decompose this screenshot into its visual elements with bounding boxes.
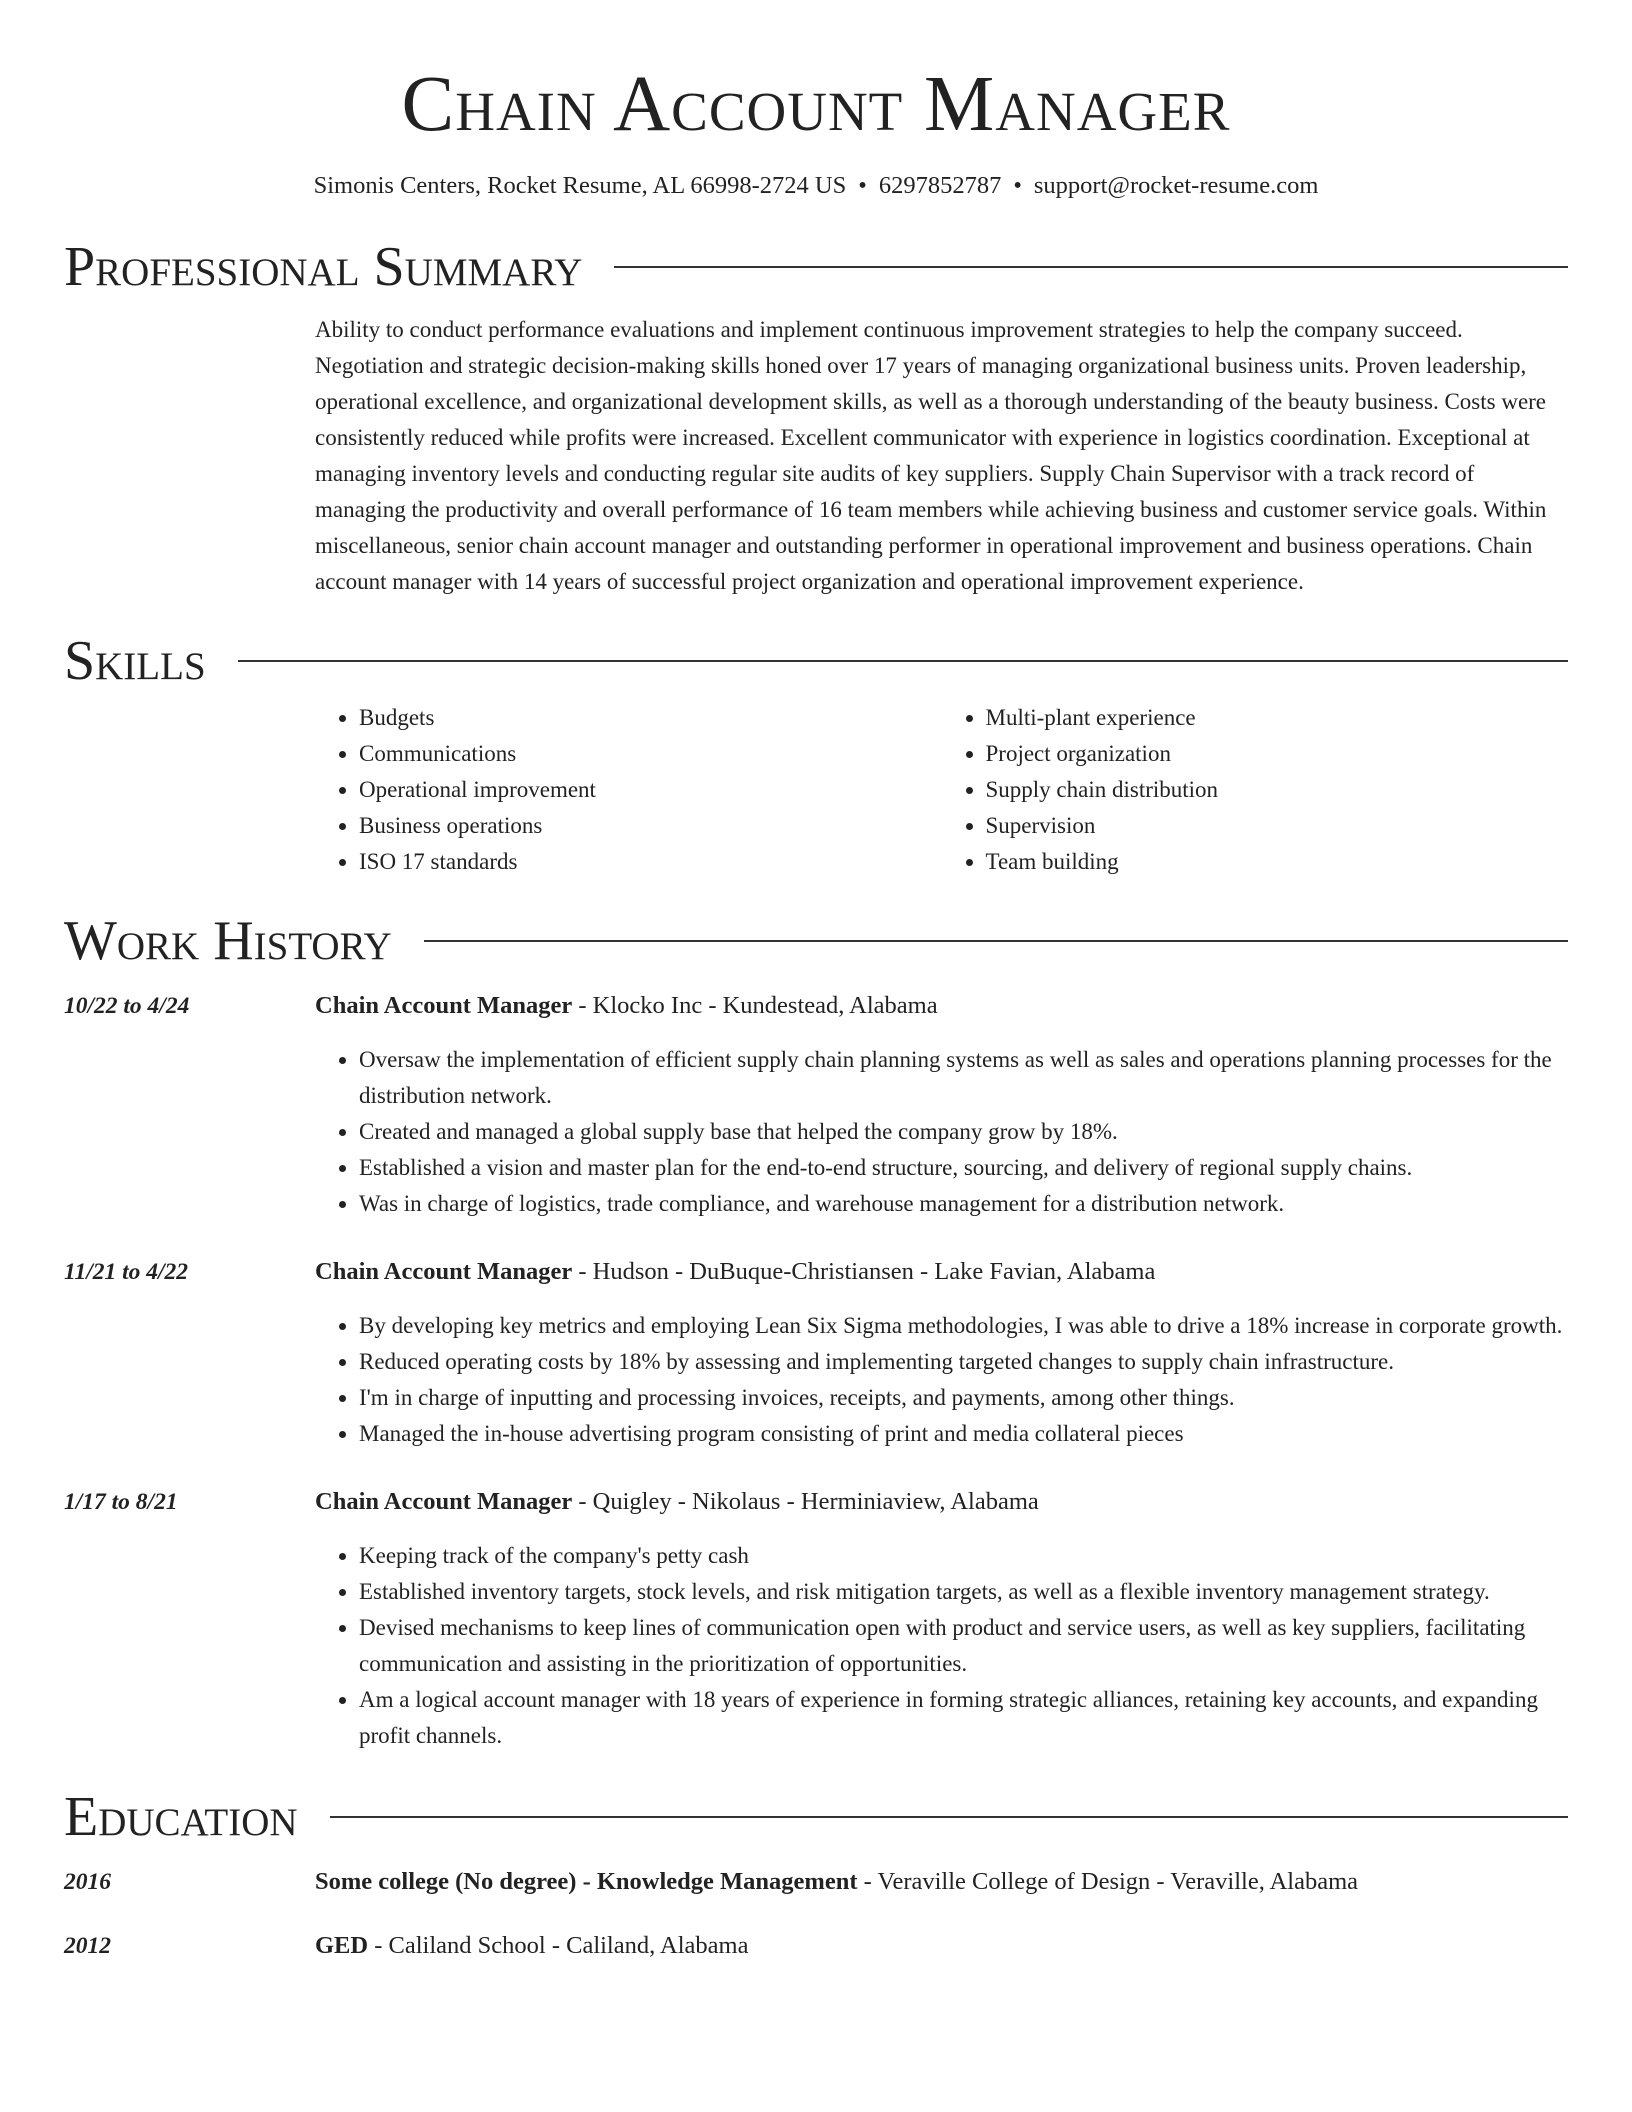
summary-section xyxy=(315,312,1568,600)
job-body xyxy=(315,1254,1568,1452)
education-heading: Education xyxy=(64,1786,298,1848)
education-entry xyxy=(64,1928,1568,1964)
job-headline xyxy=(315,1254,1568,1290)
job-headline xyxy=(315,1484,1568,1520)
education-degree: Some college (No degree) - Knowledge Management xyxy=(315,1868,858,1895)
job-bullet: • Established a vision and master plan for the end-to-end structure, sourcing, and delivery of regional supply chains. xyxy=(359,1150,1568,1186)
job-employer: - Hudson - DuBuque-Christiansen - Lake Favian, Alabama xyxy=(572,1258,1156,1285)
job-bullet: • Oversaw the implementation of efficient supply chain planning systems as well as sales and operations planning processes for the distribution network. xyxy=(359,1042,1568,1114)
section-divider xyxy=(614,266,1568,268)
resume-page xyxy=(64,0,1568,1964)
job-bullet: • By developing key metrics and employing Lean Six Sigma methodologies, I was able to drive a 18% increase in corporate growth. xyxy=(359,1308,1568,1344)
job-bullet: • Managed the in-house advertising program consisting of print and media collateral pieces xyxy=(359,1416,1568,1452)
contact-line xyxy=(64,170,1568,202)
education-school: - Veraville College of Design - Veraville, Alabama xyxy=(857,1868,1359,1895)
summary-text: Ability to conduct performance evaluations and implement continuous improvement strategies to help the company succeed. Negotiation and strategic decision-making skills honed over 17 years of managing organizational business units. Proven leadership, operational excellence, and organizational development skills, as well as a thorough understanding of the beauty business. Costs were consistently reduced while profits were increased. Excellent communicator with experience in logistics coordination. Exceptional at managing inventory levels and conducting regular site audits of key suppliers. Supply Chain Supervisor with a track record of managing the productivity and overall performance of 16 team members while achieving business and customer service goals. Within miscellaneous, senior chain account manager and outstanding performer in operational improvement and business operations. Chain account manager with 14 years of successful project organization and operational improvement experience. xyxy=(315,317,1547,594)
job-bullet: • Reduced operating costs by 18% by assessing and implementing targeted changes to supply chain infrastructure. xyxy=(359,1344,1568,1380)
contact-address: Simonis Centers, Rocket Resume, AL 66998-2724 US xyxy=(313,172,847,199)
skills-section-header xyxy=(64,628,1568,694)
education-details xyxy=(315,1928,748,1964)
skill-item: • Team building xyxy=(986,844,1569,880)
job-bullets xyxy=(315,1042,1568,1222)
job-entry xyxy=(64,1254,1568,1452)
job-title: Chain Account Manager xyxy=(315,992,573,1019)
skills-column-right xyxy=(942,700,1569,880)
job-bullet: • I'm in charge of inputting and processing invoices, receipts, and payments, among other things. xyxy=(359,1380,1568,1416)
skills-list xyxy=(315,700,1568,880)
skills-heading: Skills xyxy=(64,630,206,692)
job-headline xyxy=(315,988,1568,1024)
summary-heading: Professional Summary xyxy=(64,236,583,298)
skill-item: • Business operations xyxy=(359,808,942,844)
job-bullet: • Created and managed a global supply base that helped the company grow by 18%. xyxy=(359,1114,1568,1150)
job-body xyxy=(315,1484,1568,1754)
skills-column-left xyxy=(315,700,942,880)
job-entry xyxy=(64,1484,1568,1754)
skill-item: • Operational improvement xyxy=(359,772,942,808)
section-divider xyxy=(330,1816,1568,1818)
education-year: 2016 xyxy=(64,1869,111,1895)
education-school: - Caliland School - Caliland, Alabama xyxy=(368,1932,749,1959)
job-entry xyxy=(64,988,1568,1222)
education-year: 2012 xyxy=(64,1933,111,1959)
skill-item: • Project organization xyxy=(986,736,1569,772)
job-bullet: • Am a logical account manager with 18 years of experience in forming strategic alliances, retaining key accounts, and expanding profit channels. xyxy=(359,1682,1568,1754)
skill-item: • ISO 17 standards xyxy=(359,844,942,880)
job-bullet: • Devised mechanisms to keep lines of communication open with product and service users, as well as key suppliers, facilitating communication and assisting in the prioritization of opportunities. xyxy=(359,1610,1568,1682)
contact-separator: • xyxy=(858,172,867,199)
work-heading: Work History xyxy=(64,910,392,972)
job-employer: - Klocko Inc - Kundestead, Alabama xyxy=(572,992,938,1019)
education-details xyxy=(315,1864,1358,1900)
skill-item: • Budgets xyxy=(359,700,942,736)
skill-item: • Communications xyxy=(359,736,942,772)
education-degree: GED xyxy=(315,1932,369,1959)
education-entry xyxy=(64,1864,1568,1900)
summary-section-header xyxy=(64,234,1568,300)
job-title: Chain Account Manager xyxy=(315,1488,573,1515)
job-bullets xyxy=(315,1538,1568,1754)
job-bullets xyxy=(315,1308,1568,1452)
job-bullet: • Keeping track of the company's petty cash xyxy=(359,1538,1568,1574)
job-title: Chain Account Manager xyxy=(315,1258,573,1285)
job-employer: - Quigley - Nikolaus - Herminiaview, Alabama xyxy=(572,1488,1039,1515)
section-divider xyxy=(238,660,1568,662)
contact-phone: 6297852787 xyxy=(878,172,1002,199)
skill-item: • Multi-plant experience xyxy=(986,700,1569,736)
job-bullet: • Was in charge of logistics, trade compliance, and warehouse management for a distribution network. xyxy=(359,1186,1568,1222)
work-section-header xyxy=(64,908,1568,974)
skill-item: • Supervision xyxy=(986,808,1569,844)
job-body xyxy=(315,988,1568,1222)
section-divider xyxy=(424,940,1568,942)
contact-email: support@rocket-resume.com xyxy=(1033,172,1319,199)
resume-title: Chain Account Manager xyxy=(401,61,1231,148)
contact-separator: • xyxy=(1013,172,1022,199)
job-dates: 10/22 to 4/24 xyxy=(64,993,190,1019)
job-dates: 1/17 to 8/21 xyxy=(64,1489,178,1515)
job-bullet: • Established inventory targets, stock levels, and risk mitigation targets, as well as a flexible inventory management strategy. xyxy=(359,1574,1568,1610)
education-section-header xyxy=(64,1784,1568,1850)
job-dates: 11/21 to 4/22 xyxy=(64,1259,189,1285)
skill-item: • Supply chain distribution xyxy=(986,772,1569,808)
